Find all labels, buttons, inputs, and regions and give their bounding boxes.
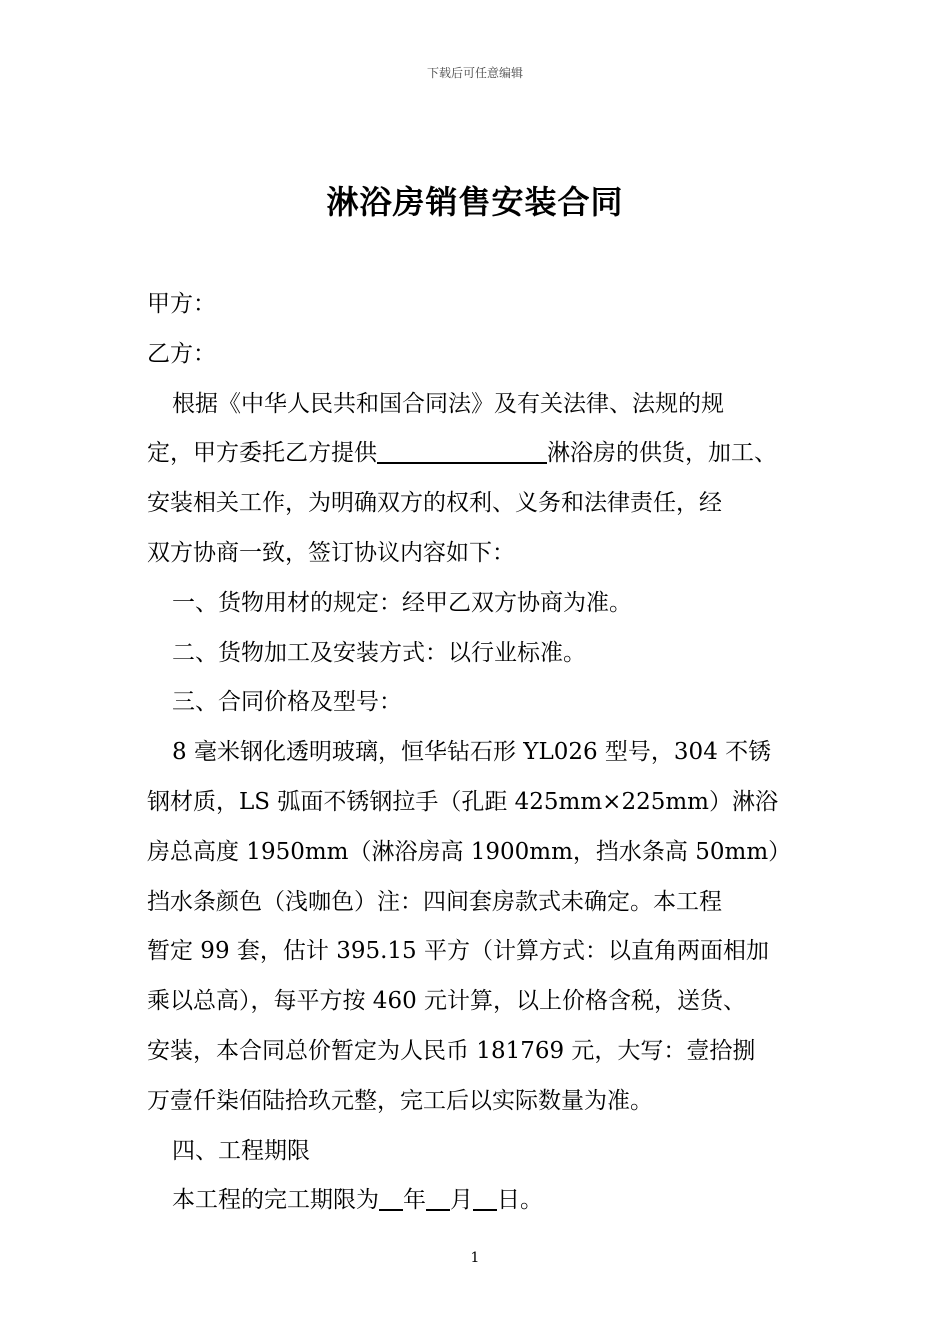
pricing-line: 乘以总高），每平方按 460 元计算，以上价格含税，送货、 — [147, 988, 747, 1015]
page-number: 1 — [470, 1250, 480, 1266]
party-b-label: 乙方： — [147, 340, 216, 367]
intro-text: 定，甲方委托乙方提供 — [147, 440, 377, 467]
clause-installation: 二、货物加工及安装方式：以行业标准。 — [172, 639, 586, 666]
term-month: 月 — [450, 1187, 473, 1214]
clause-price-heading: 三、合同价格及型号： — [172, 689, 402, 716]
pricing-line: 安装，本合同总价暂定为人民币 181769 元，大写：壹拾捌 — [147, 1037, 756, 1064]
day-blank — [473, 1179, 497, 1211]
product-blank — [377, 432, 547, 464]
pricing-line: 暂定 99 套，估计 395.15 平方（计算方式：以直角两面相加 — [147, 938, 769, 965]
clause-term-heading: 四、工程期限 — [172, 1137, 310, 1164]
clause-materials: 一、货物用材的规定：经甲乙双方协商为准。 — [172, 589, 632, 616]
pricing-line: 钢材质，LS 弧面不锈钢拉手（孔距 425mm×225mm）淋浴 — [147, 788, 778, 815]
pricing-line: 万壹仟柒佰陆拾玖元整，完工后以实际数量为准。 — [147, 1087, 653, 1114]
party-a-label: 甲方： — [147, 291, 216, 317]
pricing-line: 8 毫米钢化透明玻璃，恒华钻石形 YL026 型号，304 不锈 — [172, 739, 772, 766]
term-year: 年 — [403, 1187, 426, 1214]
pricing-line: 房总高度 1950mm（淋浴房高 1900mm，挡水条高 50mm） — [147, 838, 792, 865]
intro-text: 淋浴房的供货，加工、 — [547, 440, 777, 467]
pricing-line: 挡水条颜色（浅咖色）注：四间套房款式未确定。本工程 — [147, 888, 722, 915]
contract-body — [147, 280, 837, 1226]
document-title: 淋浴房销售安装合同 — [326, 183, 624, 221]
month-blank — [426, 1179, 450, 1211]
intro-line-with-blank — [147, 429, 837, 479]
intro-line: 安装相关工作，为明确双方的权利、义务和法律责任，经 — [147, 490, 722, 517]
year-blank — [379, 1179, 403, 1211]
term-prefix: 本工程的完工期限为 — [172, 1187, 379, 1214]
intro-line: 双方协商一致，签订协议内容如下： — [147, 539, 515, 566]
term-line — [147, 1176, 837, 1226]
header-note: 下载后可任意编辑 — [426, 66, 523, 80]
intro-line: 根据《中华人民共和国合同法》及有关法律、法规的规 — [172, 390, 724, 417]
term-day: 日。 — [497, 1187, 543, 1214]
